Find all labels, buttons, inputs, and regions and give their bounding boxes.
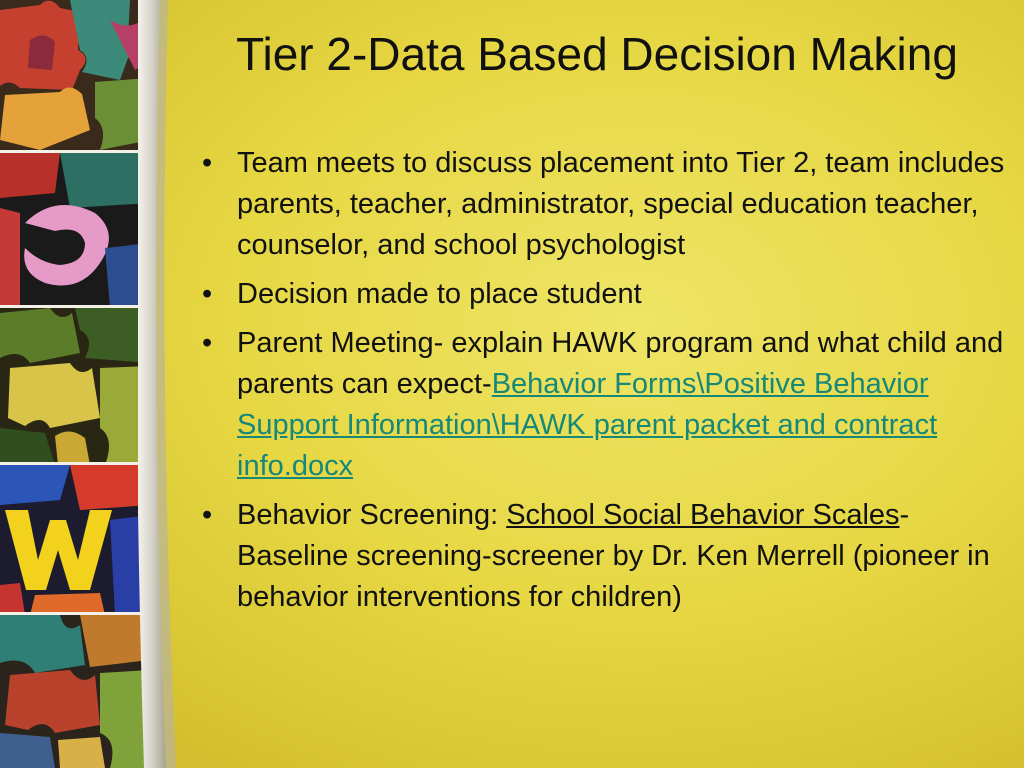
bullet-dot-icon: • — [202, 147, 213, 179]
hawk-parent-packet-link[interactable]: Behavior Forms\Positive Behavior Support Information\HAWK parent packet and contract info.docx — [237, 368, 938, 482]
bullet-list — [196, 143, 1006, 626]
bullet-text: Parent Meeting- explain HAWK program and what child and parents can expect- — [237, 327, 1004, 400]
strip-border-decoration — [138, 0, 198, 768]
puzzle-photo-5 — [0, 615, 150, 768]
bullet-text: Decision made to place student — [237, 278, 642, 310]
bullet-dot-icon: • — [202, 327, 213, 359]
bullet-item-decision — [196, 274, 1006, 315]
slide-title: Tier 2-Data Based Decision Making — [236, 28, 958, 80]
letter-photo-2 — [0, 153, 150, 308]
bullet-text-continued: -Baseline screening-screener by Dr. Ken Merrell (pioneer in behavior interventions for children) — [237, 499, 990, 613]
bullet-item-team-meets — [196, 143, 1006, 266]
bullet-item-behavior-screening — [196, 495, 1006, 618]
puzzle-photo-1 — [0, 0, 150, 153]
bullet-dot-icon: • — [202, 278, 213, 310]
bullet-dot-icon: • — [202, 499, 213, 531]
bullet-item-parent-meeting — [196, 323, 1006, 487]
side-photo-strip — [0, 0, 150, 768]
school-social-behavior-scales-text: School Social Behavior Scales — [506, 499, 900, 531]
bullet-text: Team meets to discuss placement into Tier 2, team includes parents, teacher, administrator, special education teacher, counselor, and school psychologist — [237, 147, 1005, 261]
bullet-text: Behavior Screening: — [237, 499, 507, 531]
letter-photo-4 — [0, 465, 150, 615]
puzzle-photo-3 — [0, 308, 150, 465]
